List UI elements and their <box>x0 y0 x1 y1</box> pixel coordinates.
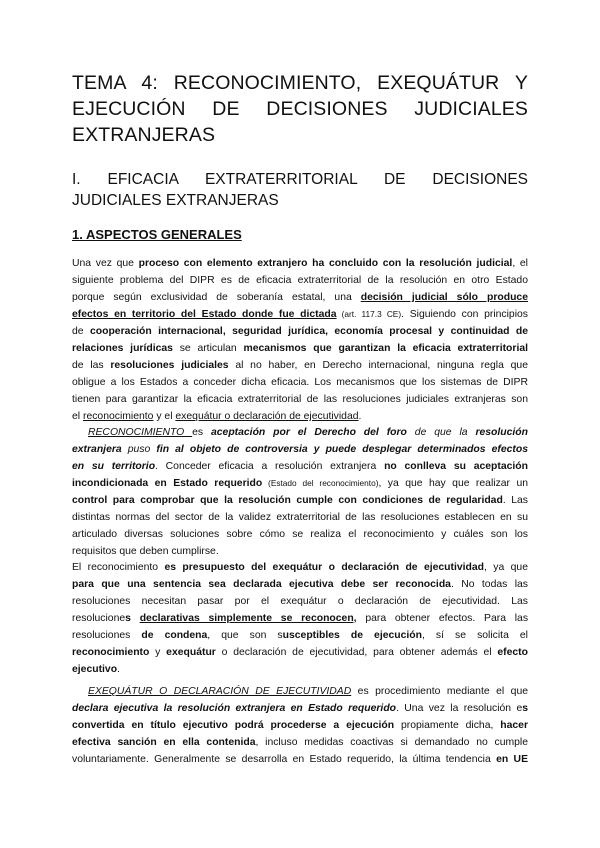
text-run: Una vez que <box>72 258 139 269</box>
text-run: . <box>117 664 120 675</box>
text-run: , ya que hay que realizar un <box>378 478 528 489</box>
text-run-underline: reconocimiento <box>82 411 154 422</box>
text-run: es <box>192 427 211 438</box>
text-run: distintas normas del sector de la validez extraterritorial de las resoluciones establecen en su <box>72 512 528 523</box>
text-run-bold: ejecutivo <box>72 664 118 675</box>
text-run-bold: control para comprobar que la resolución cumple con condiciones de regularidad <box>72 495 503 506</box>
text-line <box>72 306 528 323</box>
document-title <box>72 70 528 148</box>
section-line: JUDICIALES EXTRANJERAS <box>72 192 279 209</box>
text-line <box>72 424 528 441</box>
text-run: El reconocimiento <box>72 562 165 573</box>
text-line <box>72 492 528 509</box>
text-run-italic: puso <box>121 444 157 455</box>
citation: (art. 117.3 CE) <box>336 309 402 319</box>
paragraph-1 <box>72 255 528 425</box>
text-line <box>72 272 528 289</box>
section-heading <box>72 169 528 211</box>
text-run-bold: no conlleva su aceptación <box>384 461 528 472</box>
text-run-bold-underline: decisión judicial sólo produce <box>360 292 528 303</box>
text-line <box>72 627 528 644</box>
text-run-bold-italic: aceptación por el Derecho del foro <box>210 427 407 438</box>
text-line <box>72 644 528 661</box>
text-run-bold: s <box>125 613 140 624</box>
text-run: voluntariamente. Generalmente se desarrolla en Estado requerido, la última tendencia <box>72 754 497 765</box>
text-line <box>72 661 528 678</box>
text-run-bold: convertida en título ejecutivo podrá procederse a ejecución <box>72 720 395 731</box>
text-run: es procedimiento mediante el que <box>351 686 528 697</box>
text-line <box>72 683 528 700</box>
text-run-underline: exequátur o declaración de ejecutividad <box>175 411 359 422</box>
text-run-bold-italic: fin al objeto de controversia y puede desplegar determinados efectos <box>156 444 528 455</box>
text-run-bold: efecto <box>497 647 528 658</box>
text-line <box>72 475 528 492</box>
text-run-bold: de condena <box>141 630 208 641</box>
text-run: , incluso medidas coactivas si demandado no cumple <box>255 737 529 748</box>
text-line <box>72 255 528 272</box>
text-run: . Una vez la resolución e <box>396 703 523 714</box>
text-line <box>72 610 528 627</box>
text-line <box>72 543 528 560</box>
text-run-bold: hacer <box>500 720 529 731</box>
text-run: resoluciones <box>72 630 142 641</box>
text-run: siguiente problema del DIPR es de eficacia extraterritorial de la resolución en otro Estado <box>72 275 528 286</box>
paragraph-3 <box>72 559 528 678</box>
text-run: resoluciones necesitan pasar por el exequátur o declaración de ejecutividad. Las <box>72 596 528 607</box>
text-run: , que son s <box>207 630 283 641</box>
citation: (Estado del reconocimiento) <box>262 478 379 488</box>
text-run: tienen para garantizar la eficacia extraterritorial de las resoluciones judiciales extranjeras son <box>72 394 528 405</box>
text-run-bold-underline: efectos en territorio del Estado donde fue dictada <box>72 309 337 320</box>
paragraph-4 <box>72 683 528 768</box>
text-line <box>72 593 528 610</box>
text-run: obligue a los Estados a conceder dicha eficacia. Los mecanismos que los sistemas de DIPR <box>72 377 528 388</box>
text-run-bold: efectiva sanción en ella contenida <box>72 737 256 748</box>
text-run: se articulan <box>172 343 244 354</box>
text-line <box>72 391 528 408</box>
term-exequatur: EXEQUÁTUR O DECLARACIÓN DE EJECUTIVIDAD <box>88 686 352 697</box>
term-reconocimiento: RECONOCIMIENTO <box>88 427 193 438</box>
text-run: , sí se solicita el <box>421 630 528 641</box>
text-run: porque según exclusividad de soberanía estatal, una <box>72 292 361 303</box>
text-run-bold: cooperación internacional, seguridad jurídica, economía procesal y continuidad de <box>89 326 529 337</box>
text-run: al no haber, en Derecho internacional, ninguna regla que <box>228 360 528 371</box>
text-run-bold: es presupuesto del exequátur o declaración de ejecutividad <box>164 562 485 573</box>
text-run-bold-italic: en su territorio <box>72 461 156 472</box>
text-line <box>72 576 528 593</box>
text-run: propiamente dicha, <box>394 720 501 731</box>
text-run-bold: relaciones jurídicas <box>72 343 173 354</box>
text-run: . <box>358 411 362 422</box>
text-run-bold-italic: extranjera <box>72 444 122 455</box>
text-run-bold: incondicionada en Estado requerido <box>72 478 263 489</box>
title-line: EXTRANJERAS <box>72 124 216 146</box>
text-line <box>72 458 528 475</box>
text-run: y el <box>153 411 176 422</box>
text-run-bold-underline: declarativas simplemente se reconocen, <box>139 613 357 624</box>
text-run-bold: usceptibles de ejecución <box>282 630 422 641</box>
section-line: I. EFICACIA EXTRATERRITORIAL DE DECISIONES <box>72 171 528 188</box>
text-run: . Conceder eficacia a resolución extranjera <box>155 461 385 472</box>
text-run: resolucione <box>72 613 126 624</box>
text-line <box>72 340 528 357</box>
text-run-italic: de que la <box>406 427 476 438</box>
text-run: para obtener efectos. Para las <box>356 613 529 624</box>
text-run: . Siguiendo con principios <box>401 309 528 320</box>
title-line: TEMA 4: RECONOCIMIENTO, EXEQUÁTUR Y <box>72 72 528 94</box>
text-run-bold: resoluciones judiciales <box>110 360 229 371</box>
text-run-bold: exequátur <box>166 647 216 658</box>
text-line <box>72 323 528 340</box>
text-run: y <box>149 647 167 658</box>
text-line <box>72 700 528 717</box>
text-run-bold: proceso con elemento extranjero ha concluido con la resolución judicial <box>138 258 513 269</box>
text-run: el <box>72 411 83 422</box>
text-run: . Las <box>502 495 529 506</box>
text-line <box>72 751 528 768</box>
text-run-bold: s <box>522 703 529 714</box>
text-line <box>72 357 528 374</box>
text-run: articulado diversas soluciones sobre cómo se realiza el reconocimiento y cuáles son los <box>72 529 528 540</box>
text-run: , el <box>512 258 528 269</box>
text-line <box>72 526 528 543</box>
text-run-bold: en UE <box>496 754 528 765</box>
text-run-bold: mecanismos que garantizan la eficacia extraterritorial <box>243 343 529 354</box>
text-run-bold-italic: resolución <box>475 427 528 438</box>
text-line <box>72 509 528 526</box>
text-run: de <box>72 326 90 337</box>
text-run: . No todas las <box>450 579 528 590</box>
text-line <box>72 734 528 751</box>
text-line <box>72 717 528 734</box>
text-run: requisitos que deben cumplirse. <box>72 546 219 557</box>
title-line: EJECUCIÓN DE DECISIONES JUDICIALES <box>72 98 528 120</box>
text-line <box>72 441 528 458</box>
text-run-bold-italic: declara ejecutiva la resolución extranjera en Estado requerido <box>72 703 397 714</box>
text-run: , ya que <box>484 562 528 573</box>
text-line <box>72 374 528 391</box>
text-run: o declaración de ejecutividad, para obtener además el <box>215 647 498 658</box>
text-run-bold: reconocimiento <box>72 647 150 658</box>
subheading: 1. ASPECTOS GENERALES <box>72 227 242 242</box>
text-run: de las <box>72 360 111 371</box>
paragraph-2 <box>72 424 528 560</box>
text-line <box>72 289 528 306</box>
text-line <box>72 559 528 576</box>
text-line <box>72 408 528 425</box>
text-run-bold: para que una sentencia sea declarada ejecutiva debe ser reconocida <box>72 579 451 590</box>
